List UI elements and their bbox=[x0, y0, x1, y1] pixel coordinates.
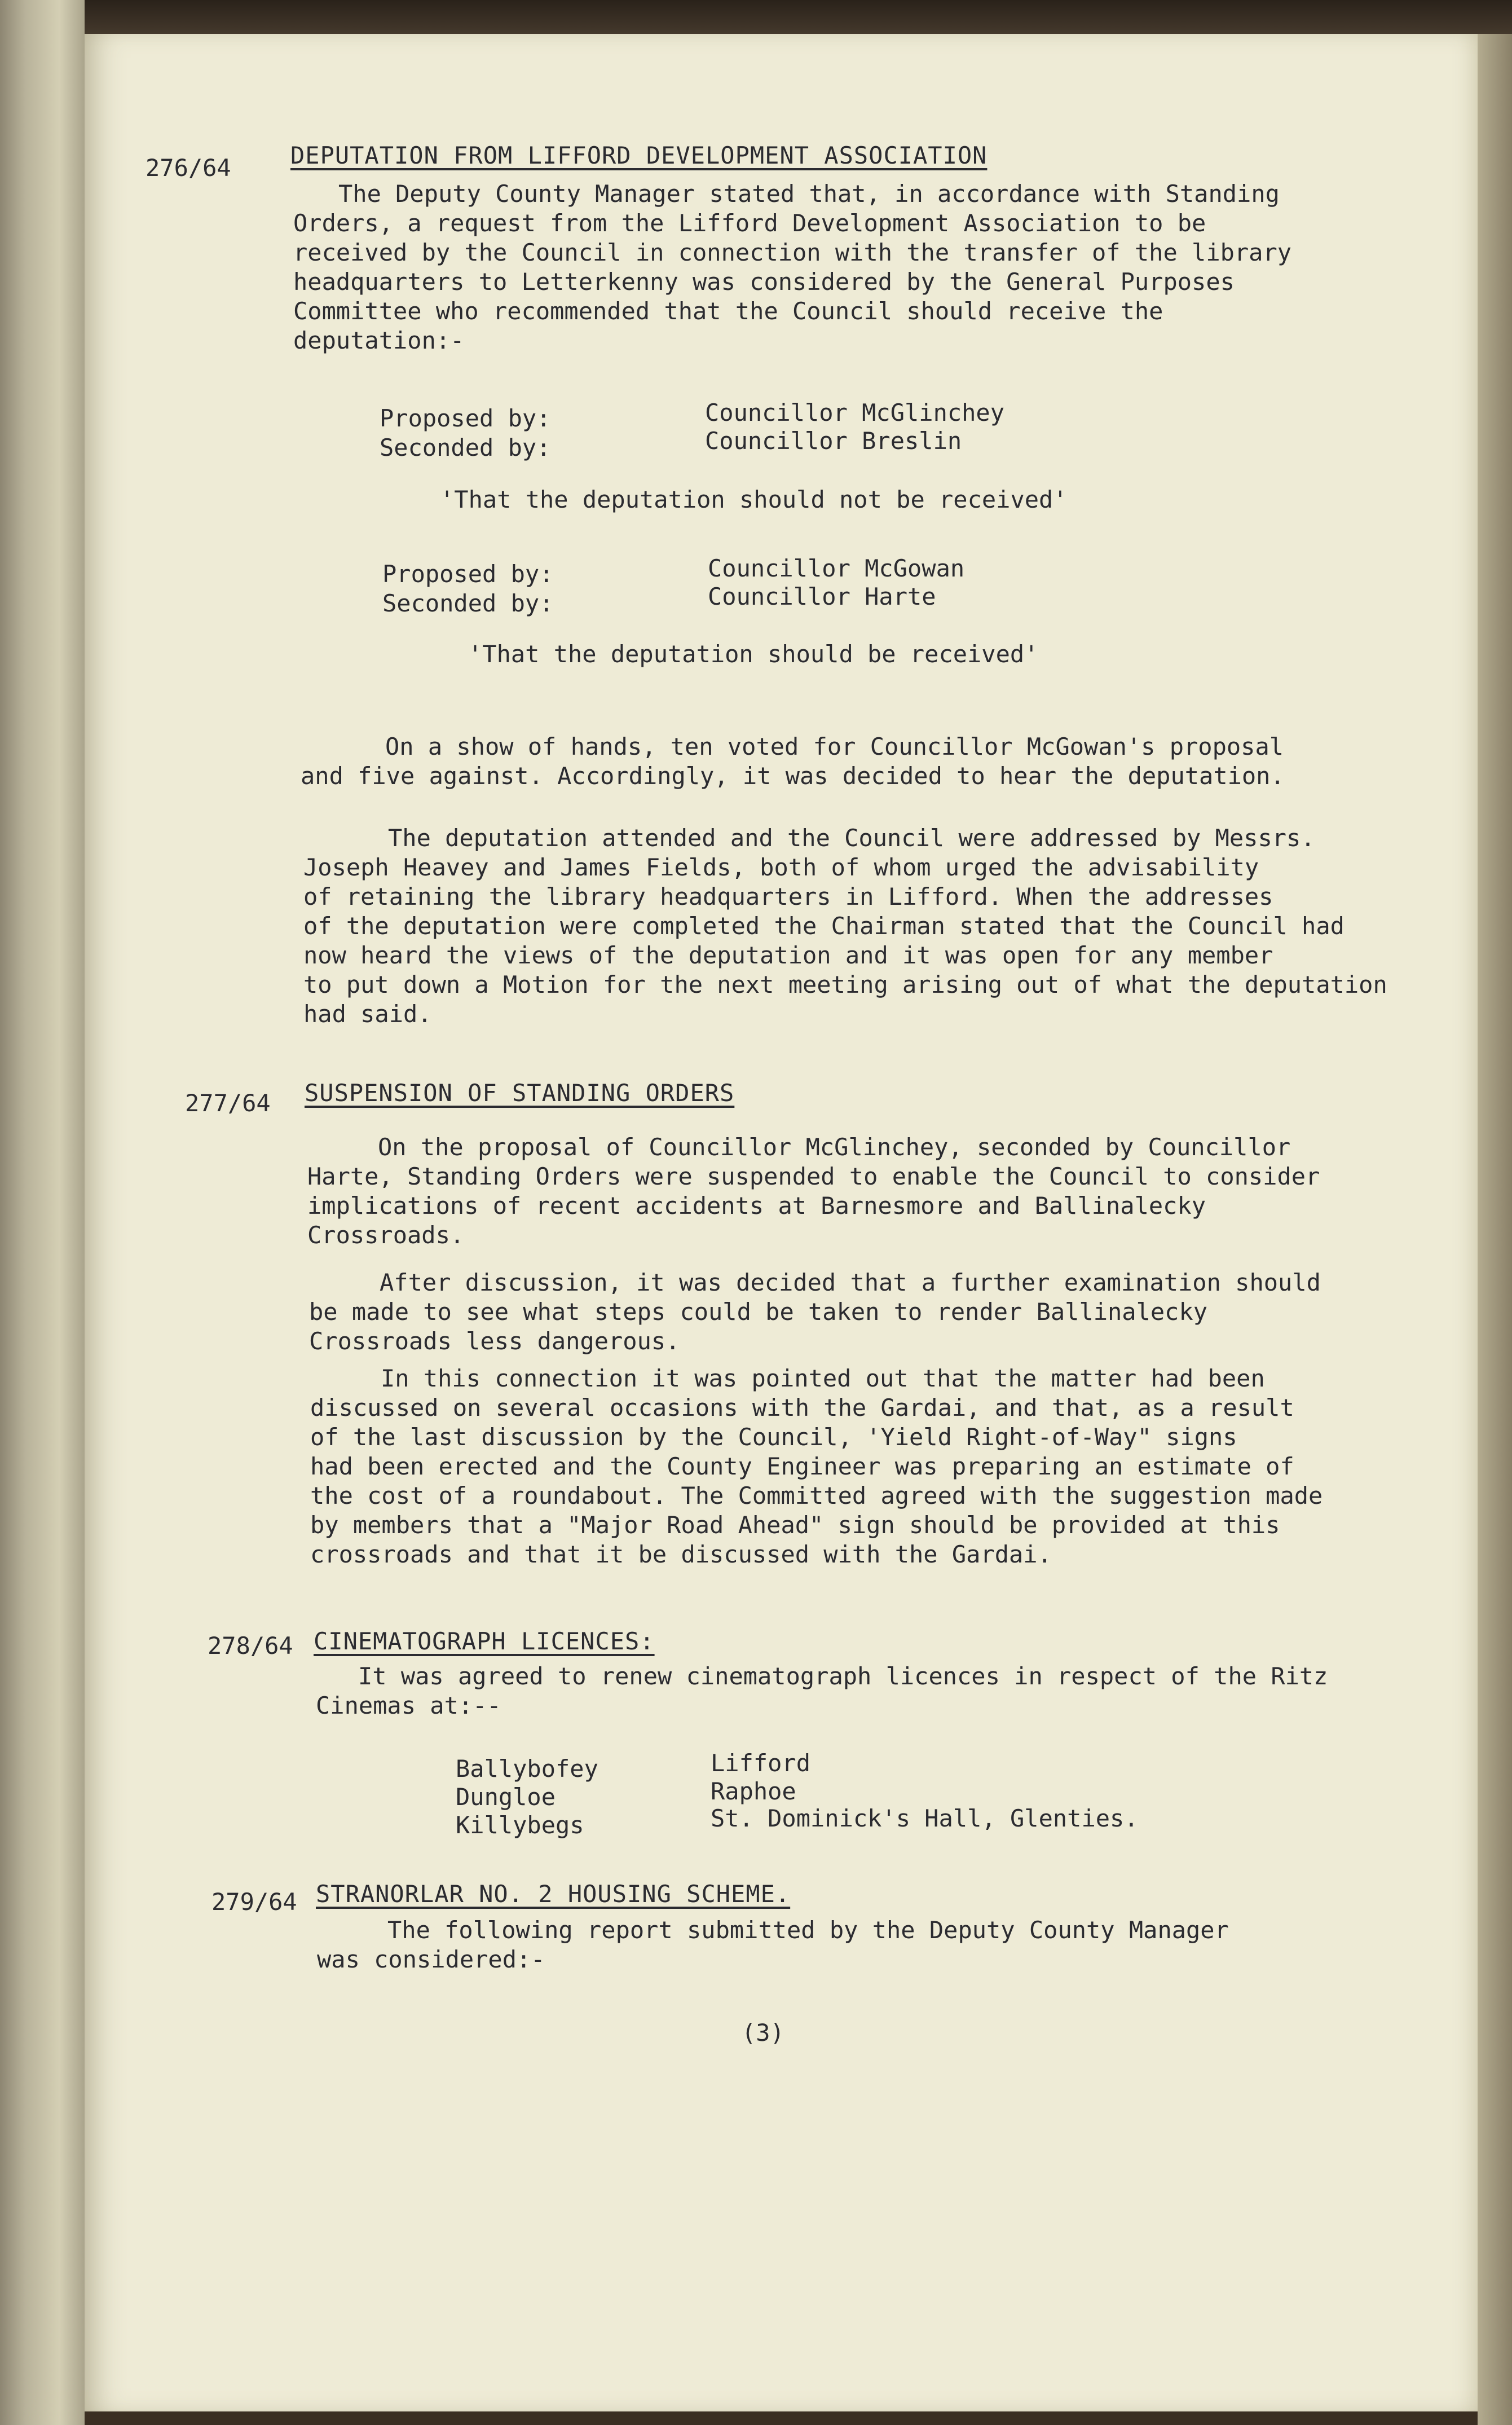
cinema-location: Lifford bbox=[711, 1749, 811, 1777]
proposer-name: Councillor McGlinchey bbox=[705, 399, 1005, 426]
proposed-label: Proposed by: bbox=[382, 560, 554, 588]
item-paragraph: After discussion, it was decided that a further examination should be made to see what steps could be taken to render Ballinalecky Crossroads less dangerous. bbox=[309, 1269, 1321, 1355]
seconder-name: Councillor Harte bbox=[708, 583, 936, 610]
seconded-label: Seconded by: bbox=[382, 589, 554, 617]
item-paragraph: On the proposal of Councillor McGlinchey, seconded by Councillor Harte, Standing Orders were suspended to enable the Council to consider implications of recent accidents at Barnesmore and Ballinalecky Crossroads. bbox=[307, 1133, 1320, 1249]
item-heading: CINEMATOGRAPH LICENCES: bbox=[314, 1627, 655, 1655]
item-number: 278/64 bbox=[208, 1632, 293, 1660]
item-number: 279/64 bbox=[211, 1888, 297, 1916]
cinema-location: St. Dominick's Hall, Glenties. bbox=[711, 1805, 1139, 1832]
cinema-location: Raphoe bbox=[711, 1777, 796, 1805]
item-heading: SUSPENSION OF STANDING ORDERS bbox=[305, 1079, 735, 1107]
item-paragraph: The Deputy County Manager stated that, in accordance with Standing Orders, a request from the Lifford Development Association to be received by the Council in connection with the transfer of the library headquarters to Letterkenny was considered by the General Purposes Committee who recommended that the Council should receive the deputation:- bbox=[293, 180, 1292, 354]
cinema-location: Dungloe bbox=[456, 1783, 556, 1811]
item-paragraph: In this connection it was pointed out that the matter had been discussed on several occasions with the Gardai, and that, as a result of the last discussion by the Council, 'Yield Right-of-Way" signs had been erected and the County Engineer was preparing an estimate of the cost of a roundabout. The Committed agreed with the suggestion made by members that a "Major Road Ahead" sign should be provided at this crossroads and that it be discussed with the Gardai. bbox=[310, 1365, 1323, 1568]
page-number: (3) bbox=[742, 2019, 784, 2046]
item-heading: STRANORLAR NO. 2 HOUSING SCHEME. bbox=[316, 1880, 791, 1908]
item-paragraph: The deputation attended and the Council were addressed by Messrs. Joseph Heavey and James Fields, both of whom urged the advisability of retaining the library headquarters in Lifford. When the addresses of the deputation were completed the Chairman stated that the Council had now heard the views of the deputation and it was open for any member to put down a Motion for the next meeting arising out of what the deputation had said. bbox=[303, 824, 1387, 1028]
motion-text: 'That the deputation should not be received' bbox=[440, 486, 1068, 513]
cinema-location: Killybegs bbox=[456, 1811, 584, 1839]
seconder-name: Councillor Breslin bbox=[705, 427, 962, 455]
cinema-location: Ballybofey bbox=[456, 1755, 598, 1783]
motion-text: 'That the deputation should be received' bbox=[468, 640, 1039, 668]
seconded-label: Seconded by: bbox=[380, 434, 551, 461]
item-paragraph: The following report submitted by the Deputy County Manager was considered:- bbox=[317, 1916, 1229, 1973]
item-heading: DEPUTATION FROM LIFFORD DEVELOPMENT ASSOCIATION bbox=[290, 142, 988, 169]
item-paragraph: It was agreed to renew cinematograph licences in respect of the Ritz Cinemas at:-- bbox=[316, 1662, 1328, 1719]
proposer-name: Councillor McGowan bbox=[708, 554, 965, 582]
item-number: 277/64 bbox=[185, 1089, 271, 1117]
item-paragraph: On a show of hands, ten voted for Councillor McGowan's proposal and five against. Accordingly, it was decided to hear the deputation. bbox=[301, 733, 1285, 790]
proposed-label: Proposed by: bbox=[380, 404, 551, 432]
item-number: 276/64 bbox=[146, 154, 231, 182]
